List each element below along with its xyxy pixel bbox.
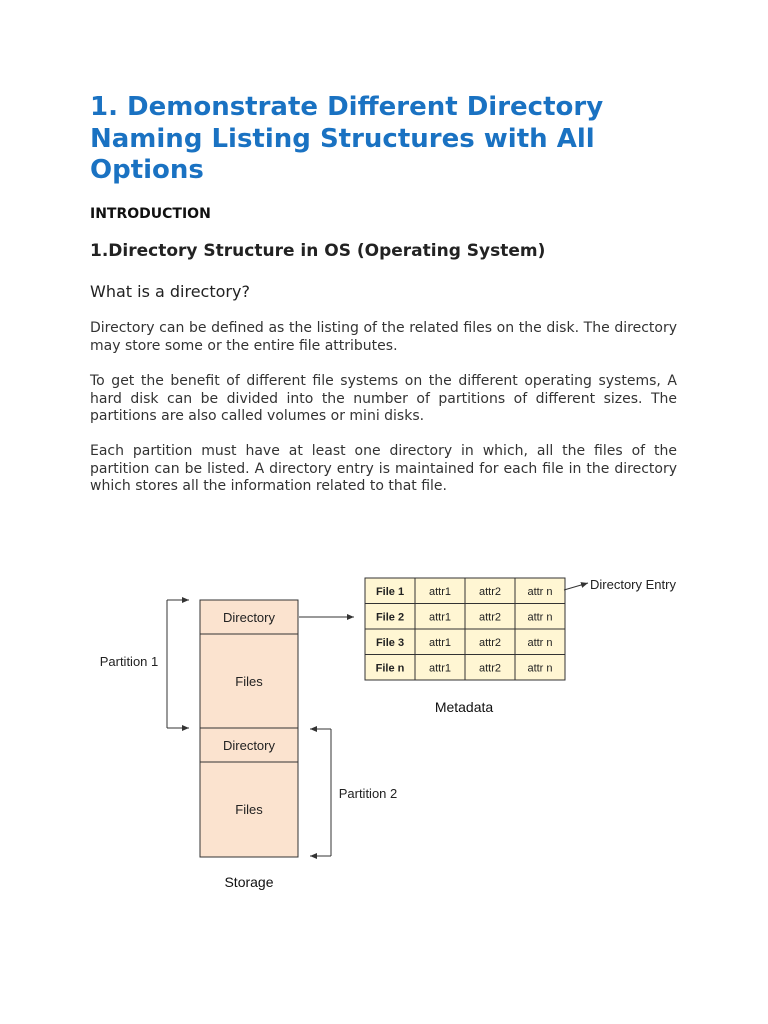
metadata-attribute: attr1	[428, 611, 452, 624]
metadata-file-name: File 3	[375, 637, 405, 649]
metadata-file-name: File 2	[375, 611, 405, 624]
directory-structure-diagram	[90, 540, 690, 900]
section-heading: 1.Directory Structure in OS (Operating System)	[90, 241, 546, 261]
metadata-attribute: attr n	[527, 586, 553, 598]
page-title: 1. Demonstrate Different Directory Naming Listing Structures with All Options	[90, 92, 604, 185]
metadata-table	[365, 578, 565, 680]
metadata-attribute: attr1	[428, 662, 452, 675]
metadata-attribute: attr n	[527, 637, 553, 649]
metadata-attribute: attr2	[478, 611, 502, 624]
metadata-file-name: File 1	[375, 586, 405, 598]
paragraph-partitions: To get the benefit of different file systems on the different operating systems, A hard disk can be divided into the number of partitions of different sizes. The partitions are also called volumes or mini disks.	[90, 373, 677, 424]
storage-label: Storage	[224, 874, 274, 890]
storage-block-label: Directory	[222, 738, 276, 753]
metadata-attribute: attr2	[478, 586, 502, 598]
partition-1-label: Partition 1	[99, 654, 159, 669]
metadata-attribute: attr n	[527, 611, 553, 624]
metadata-attribute: attr2	[478, 662, 502, 675]
metadata-label: Metadata	[434, 699, 494, 715]
metadata-attribute: attr n	[527, 662, 553, 675]
intro-heading: INTRODUCTION	[90, 206, 211, 222]
paragraph-directory-definition: Directory can be defined as the listing of the related files on the disk. The directory may store some or the entire file attributes.	[90, 320, 677, 354]
storage-stack	[200, 600, 298, 890]
partition-1-bracket	[100, 600, 189, 728]
metadata-attribute: attr1	[428, 637, 452, 649]
storage-block-label: Files	[235, 802, 263, 817]
partition-2-bracket	[310, 729, 397, 856]
paragraph-directory-entry: Each partition must have at least one directory in which, all the files of the partition can be listed. A directory entry is maintained for each file in the directory which stores all the information related to that file.	[90, 443, 677, 494]
storage-block-label: Directory	[222, 610, 276, 625]
metadata-attribute: attr1	[428, 586, 452, 598]
directory-entry-label: Directory Entry	[590, 577, 676, 592]
directory-entry-arrow	[564, 583, 588, 590]
question-heading: What is a directory?	[90, 282, 250, 301]
partition-2-label: Partition 2	[338, 786, 398, 801]
metadata-attribute: attr2	[478, 637, 502, 649]
storage-block-label: Files	[235, 674, 263, 689]
metadata-file-name: File n	[375, 662, 405, 675]
